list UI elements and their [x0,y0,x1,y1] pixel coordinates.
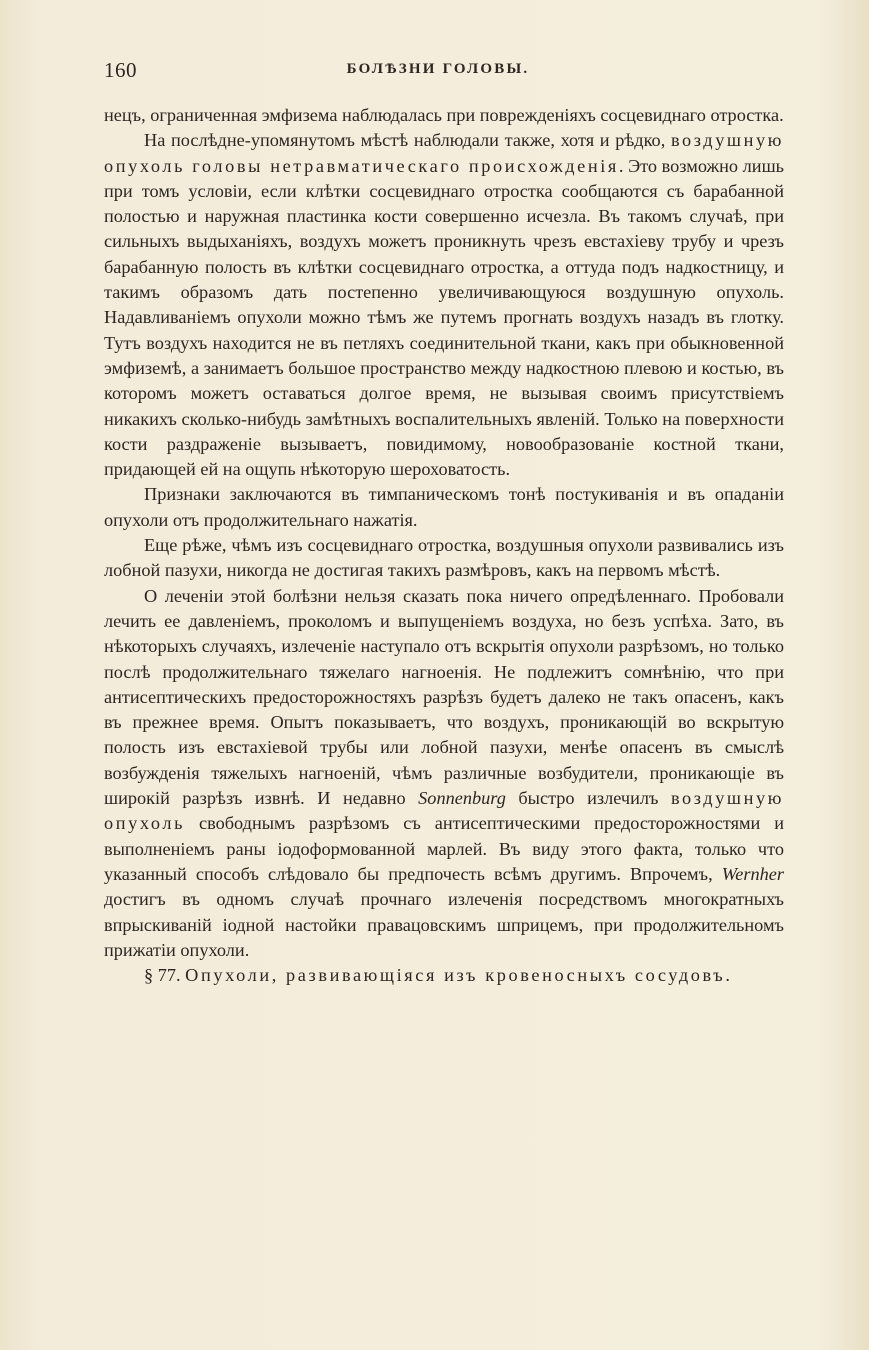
author-name: Sonnenburg [418,788,506,809]
paragraph-text: . Это возможно лишь при томъ условіи, если клѣтки сосцевиднаго отростка сообщаются съ барабанной полостью и наружная пластинка кости совершенно исчезла. Въ такомъ случаѣ, при сильныхъ выдыханіяхъ, воздухъ можетъ проникнуть чрезъ евстахіеву трубу и чрезъ барабанную полость въ клѣтки сосцевиднаго отростка, а оттуда подъ надкостницу, и такимъ образомъ дать постепенно увеличивающуюся воздушную опухоль. Надавливаніемъ опухоли можно тѣмъ же путемъ прогнать воздухъ назадъ въ глотку. Тутъ воздухъ находится не въ петляхъ соединительной ткани, какъ при обыкновенной эмфиземѣ, а занимаетъ большое пространство между надкостною плевою и костью, въ которомъ можетъ оставаться долгое время, не вызывая своимъ присутствіемъ никакихъ сколько-нибудь замѣтныхъ воспалительныхъ явленій. Только на поверхности кости раздраженіе вызываетъ, повидимому, новообразованіе костной ткани, придающей ей на ощупь нѣкоторую шероховатость. [104,155,784,480]
paragraph-text: Еще рѣже, чѣмъ изъ сосцевиднаго отростка, воздушныя опухоли развивались изъ лобной пазухи, никогда не достигая такихъ размѣровъ, какъ на первомъ мѣстѣ. [104,535,784,581]
paragraph-text: О леченіи этой болѣзни нельзя сказать пока ничего опредѣленнаго. Пробовали лечить ее давленіемъ, проколомъ и выпущеніемъ воздуха, но безъ успѣха. Зато, въ нѣкоторыхъ случаяхъ, излеченіе наступало отъ вскрытія опухоли разрѣзомъ, но только послѣ продолжительнаго тяжелаго нагноенія. Не подлежитъ сомнѣнію, что при антисептическихъ предосторожностяхъ разрѣзъ будетъ далеко не такъ опасенъ, какъ въ прежнее время. Опытъ показываетъ, что воздухъ, проникающій во вскрытую полость изъ евстахіевой трубы или лобной пазухи, менѣе опасенъ въ смыслѣ возбужденія тяжелыхъ нагноеній, чѣмъ различные возбудители, проникающіе въ широкій разрѣзъ извнѣ. И недавно [104,585,784,809]
body-text [104,103,784,988]
paragraph-air-tumor [104,128,784,482]
paragraph-frontal-sinus [104,533,784,584]
paragraph-text: быстро излечилъ [505,788,671,809]
paragraph-text: Признаки заключаются въ тимпаническомъ тонѣ постукиванія и въ опаданіи опухоли отъ продолжительнаго нажатія. [104,484,784,530]
running-title: БОЛѢЗНИ ГОЛОВЫ. [346,61,530,77]
emphasized-term: воздушную опухоль головы нетравматическаго происхожденія [104,130,784,176]
page-number: 160 [104,58,137,82]
paragraph-text: свободнымъ разрѣзомъ съ антисептическими предосторожностями и выполненіемъ раны іодоформованной марлей. Въ виду этого факта, только что указанный способъ слѣдовало бы предпочесть всѣмъ другимъ. Впрочемъ, [104,813,784,884]
page-header [104,58,772,88]
emphasized-term: воздушную опухоль [104,788,784,834]
section-number: § 77. [144,965,186,986]
section-heading [104,963,784,988]
paragraph-treatment [104,584,784,963]
author-name: Wernher [721,863,784,884]
paragraph-text: нецъ, ограниченная эмфизема наблюдалась при поврежденіяхъ сосцевиднаго отростка. [104,105,784,125]
section-title: Опухоли, развивающіяся изъ кровеносныхъ сосудовъ. [185,965,733,986]
paragraph-signs [104,482,784,533]
paragraph-continuation [104,103,784,128]
paragraph-text: На послѣдне-упомянутомъ мѣстѣ наблюдали также, хотя и рѣдко, [144,130,671,151]
paragraph-text: достигъ въ одномъ случаѣ прочнаго излеченія посредствомъ многократныхъ впрыскиваній іодной настойки правацовскимъ шприцемъ, при продолжительномъ прижатіи опухоли. [104,889,784,960]
